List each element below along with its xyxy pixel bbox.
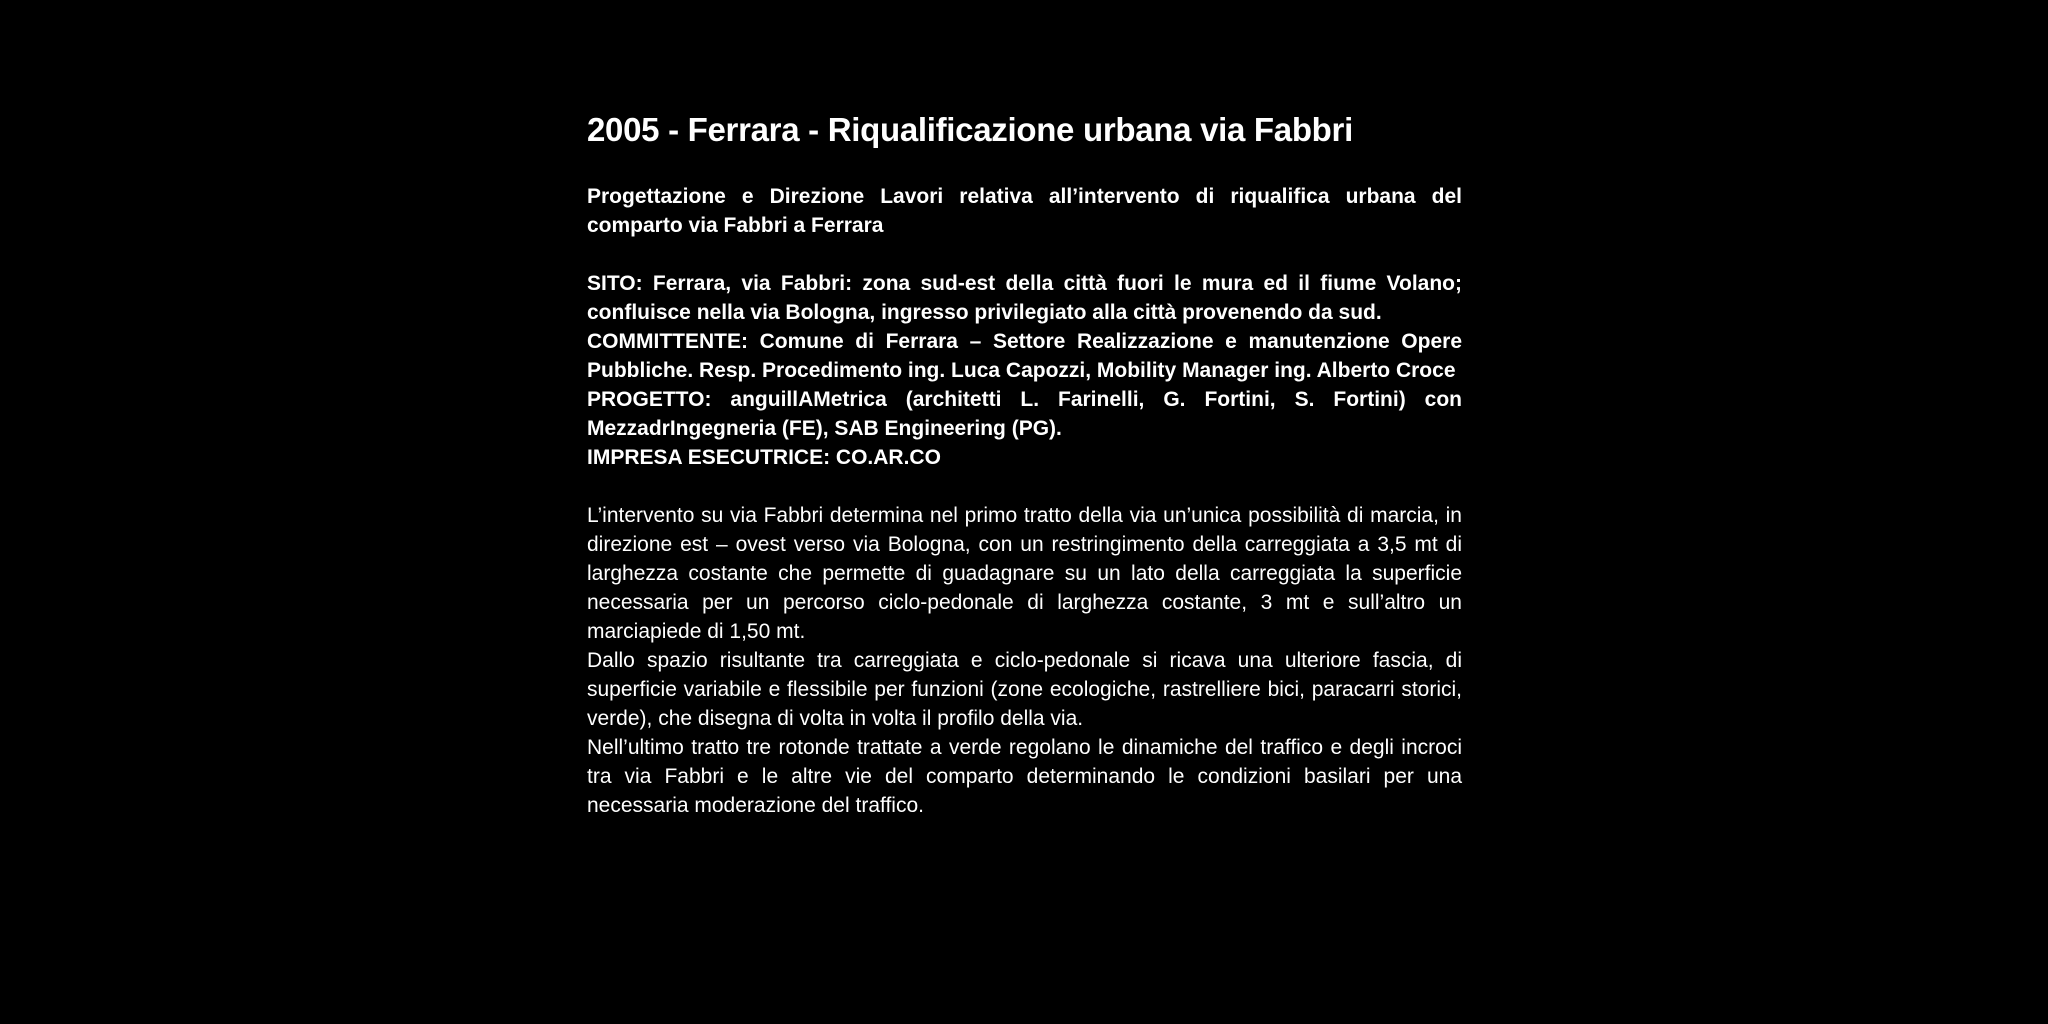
project-details [587,269,1462,472]
body-paragraph: L’intervento su via Fabbri determina nel primo tratto della via un’unica possibilità di marcia, in direzione est – ovest verso via Bologna, con un restringimento della carreggiata a 3,5 mt di larghezza costante che permette di guadagnare su un lato della carreggiata la superficie necessaria per un percorso ciclo-pedonale di larghezza costante, 3 mt e sull’altro un marciapiede di 1,50 mt. [587,504,1462,643]
page-title: 2005 - Ferrara - Riqualificazione urbana via Fabbri [587,111,1353,148]
body-paragraph: Dallo spazio risultante tra carreggiata e ciclo-pedonale si ricava una ulteriore fascia, di superficie variabile e flessibile per funzioni (zone ecologiche, rastrelliere bici, paracarri storici, verde), che disegna di volta in volta il profilo della via. [587,649,1462,730]
detail-sito: SITO: Ferrara, via Fabbri: zona sud-est della città fuori le mura ed il fiume Volano; confluisce nella via Bologna, ingresso privilegiato alla città provenendo da sud. [587,272,1462,324]
project-description [587,106,1462,820]
detail-committente: COMMITTENTE: Comune di Ferrara – Settore Realizzazione e manutenzione Opere Pubbliche. Resp. Procedimento ing. Luca Capozzi, Mobility Manager ing. Alberto Croce [587,330,1462,382]
intro-text: Progettazione e Direzione Lavori relativa all’intervento di riqualifica urbana del comparto via Fabbri a Ferrara [587,185,1462,237]
description-body [587,501,1462,820]
detail-impresa: IMPRESA ESECUTRICE: CO.AR.CO [587,446,941,469]
detail-progetto: PROGETTO: anguillAMetrica (architetti L. Farinelli, G. Fortini, S. Fortini) con MezzadrIngegneria (FE), SAB Engineering (PG). [587,388,1462,440]
body-paragraph: Nell’ultimo tratto tre rotonde trattate a verde regolano le dinamiche del traffico e degli incroci tra via Fabbri e le altre vie del comparto determinando le condizioni basilari per una necessaria moderazione del traffico. [587,736,1462,817]
